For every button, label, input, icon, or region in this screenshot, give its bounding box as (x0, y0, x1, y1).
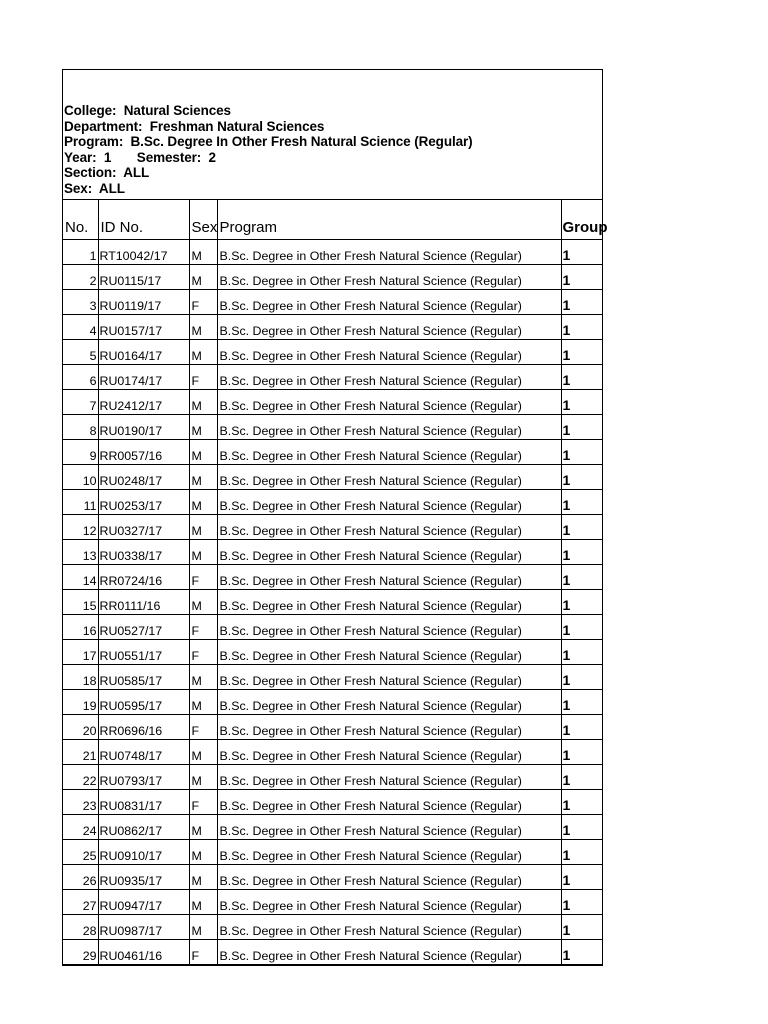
table-row (63, 790, 603, 815)
cell-id: RU0338/17 (98, 540, 189, 565)
cell-sex: M (189, 915, 217, 940)
cell-program: B.Sc. Degree in Other Fresh Natural Science (Regular) (217, 665, 561, 690)
cell-program: B.Sc. Degree in Other Fresh Natural Science (Regular) (217, 515, 561, 540)
cell-program: B.Sc. Degree in Other Fresh Natural Science (Regular) (217, 290, 561, 315)
cell-sex: M (189, 490, 217, 515)
cell-program: B.Sc. Degree in Other Fresh Natural Science (Regular) (217, 740, 561, 765)
cell-group: 1 (561, 715, 603, 740)
cell-group: 1 (561, 290, 603, 315)
table-row (63, 365, 603, 390)
table-row (63, 290, 603, 315)
year-semester-line: Year: 1 Semester: 2 (64, 149, 216, 165)
cell-program: B.Sc. Degree in Other Fresh Natural Science (Regular) (217, 865, 561, 890)
cell-id: RU0253/17 (98, 490, 189, 515)
cell-program: B.Sc. Degree in Other Fresh Natural Science (Regular) (217, 615, 561, 640)
cell-sex: M (189, 540, 217, 565)
cell-no: 8 (63, 415, 98, 440)
cell-program: B.Sc. Degree in Other Fresh Natural Science (Regular) (217, 940, 561, 965)
program-line: Program: B.Sc. Degree In Other Fresh Natural Science (Regular) (64, 134, 473, 150)
cell-sex: M (189, 240, 217, 265)
cell-no: 16 (63, 615, 98, 640)
cell-group: 1 (561, 740, 603, 765)
cell-no: 23 (63, 790, 98, 815)
cell-no: 12 (63, 515, 98, 540)
cell-id: RU0987/17 (98, 915, 189, 940)
cell-program: B.Sc. Degree in Other Fresh Natural Science (Regular) (217, 315, 561, 340)
cell-no: 19 (63, 690, 98, 715)
cell-id: RU0327/17 (98, 515, 189, 540)
cell-no: 26 (63, 865, 98, 890)
table-row (63, 465, 603, 490)
cell-id: RU0527/17 (98, 615, 189, 640)
cell-program: B.Sc. Degree in Other Fresh Natural Science (Regular) (217, 465, 561, 490)
table-row (63, 565, 603, 590)
cell-no: 5 (63, 340, 98, 365)
student-list-sheet (62, 69, 608, 966)
cell-sex: M (189, 665, 217, 690)
cell-id: RU0174/17 (98, 365, 189, 390)
cell-sex: F (189, 365, 217, 390)
table-row (63, 815, 603, 840)
cell-id: RR0724/16 (98, 565, 189, 590)
cell-no: 10 (63, 465, 98, 490)
cell-id: RU0947/17 (98, 890, 189, 915)
cell-no: 20 (63, 715, 98, 740)
table-row (63, 740, 603, 765)
cell-sex: M (189, 415, 217, 440)
cell-group: 1 (561, 540, 603, 565)
cell-group: 1 (561, 265, 603, 290)
cell-sex: M (189, 515, 217, 540)
cell-program: B.Sc. Degree in Other Fresh Natural Science (Regular) (217, 690, 561, 715)
cell-program: B.Sc. Degree in Other Fresh Natural Science (Regular) (217, 890, 561, 915)
cell-no: 14 (63, 565, 98, 590)
table-row (63, 515, 603, 540)
cell-id: RR0057/16 (98, 440, 189, 465)
cell-program: B.Sc. Degree in Other Fresh Natural Science (Regular) (217, 715, 561, 740)
header-lines (64, 103, 473, 197)
cell-sex: M (189, 840, 217, 865)
table-row (63, 715, 603, 740)
column-header-program: Program (217, 200, 561, 240)
cell-no: 11 (63, 490, 98, 515)
table-row (63, 240, 603, 265)
cell-no: 1 (63, 240, 98, 265)
cell-id: RU0862/17 (98, 815, 189, 840)
cell-sex: M (189, 390, 217, 415)
cell-group: 1 (561, 490, 603, 515)
table-row (63, 340, 603, 365)
cell-sex: M (189, 865, 217, 890)
cell-program: B.Sc. Degree in Other Fresh Natural Science (Regular) (217, 915, 561, 940)
cell-no: 25 (63, 840, 98, 865)
cell-group: 1 (561, 940, 603, 965)
cell-no: 6 (63, 365, 98, 390)
table-row (63, 690, 603, 715)
cell-group: 1 (561, 390, 603, 415)
cell-group: 1 (561, 790, 603, 815)
cell-no: 22 (63, 765, 98, 790)
table-header-row (63, 200, 603, 240)
cell-group: 1 (561, 590, 603, 615)
cell-sex: M (189, 590, 217, 615)
cell-id: RU2412/17 (98, 390, 189, 415)
cell-group: 1 (561, 640, 603, 665)
college-line: College: Natural Sciences (64, 103, 231, 118)
table-row (63, 415, 603, 440)
cell-id: RU0551/17 (98, 640, 189, 665)
cell-id: RU0748/17 (98, 740, 189, 765)
cell-sex: M (189, 890, 217, 915)
table-row (63, 665, 603, 690)
cell-program: B.Sc. Degree in Other Fresh Natural Science (Regular) (217, 365, 561, 390)
department-line: Department: Freshman Natural Sciences (64, 118, 325, 134)
cell-sex: F (189, 565, 217, 590)
table-row (63, 440, 603, 465)
cell-id: RU0157/17 (98, 315, 189, 340)
cell-id: RU0793/17 (98, 765, 189, 790)
cell-group: 1 (561, 315, 603, 340)
section-line: Section: ALL (64, 165, 150, 181)
cell-id: RU0935/17 (98, 865, 189, 890)
cell-group: 1 (561, 815, 603, 840)
cell-no: 9 (63, 440, 98, 465)
cell-program: B.Sc. Degree in Other Fresh Natural Science (Regular) (217, 640, 561, 665)
cell-group: 1 (561, 340, 603, 365)
cell-sex: F (189, 790, 217, 815)
cell-group: 1 (561, 615, 603, 640)
cell-group: 1 (561, 415, 603, 440)
cell-group: 1 (561, 765, 603, 790)
cell-id: RU0248/17 (98, 465, 189, 490)
cell-sex: M (189, 465, 217, 490)
table-row (63, 890, 603, 915)
cell-no: 2 (63, 265, 98, 290)
cell-sex: M (189, 815, 217, 840)
table-row (63, 915, 603, 940)
cell-sex: F (189, 940, 217, 965)
cell-no: 13 (63, 540, 98, 565)
cell-group: 1 (561, 365, 603, 390)
cell-program: B.Sc. Degree in Other Fresh Natural Science (Regular) (217, 840, 561, 865)
cell-no: 17 (63, 640, 98, 665)
column-header-group: Group (561, 200, 603, 240)
cell-sex: M (189, 315, 217, 340)
table-row (63, 865, 603, 890)
cell-group: 1 (561, 515, 603, 540)
cell-no: 4 (63, 315, 98, 340)
table-row (63, 765, 603, 790)
table-row (63, 615, 603, 640)
cell-program: B.Sc. Degree in Other Fresh Natural Science (Regular) (217, 265, 561, 290)
cell-group: 1 (561, 240, 603, 265)
student-table-body (63, 200, 608, 965)
table-row (63, 590, 603, 615)
cell-id: RT10042/17 (98, 240, 189, 265)
cell-sex: F (189, 290, 217, 315)
cell-group: 1 (561, 890, 603, 915)
cell-group: 1 (561, 440, 603, 465)
cell-id: RU0461/16 (98, 940, 189, 965)
cell-program: B.Sc. Degree in Other Fresh Natural Science (Regular) (217, 815, 561, 840)
cell-sex: M (189, 765, 217, 790)
table-row (63, 315, 603, 340)
cell-sex: M (189, 440, 217, 465)
cell-program: B.Sc. Degree in Other Fresh Natural Science (Regular) (217, 765, 561, 790)
table-row (63, 265, 603, 290)
cell-program: B.Sc. Degree in Other Fresh Natural Science (Regular) (217, 240, 561, 265)
cell-program: B.Sc. Degree in Other Fresh Natural Science (Regular) (217, 340, 561, 365)
table-row (63, 390, 603, 415)
cell-id: RU0910/17 (98, 840, 189, 865)
cell-id: RU0831/17 (98, 790, 189, 815)
cell-program: B.Sc. Degree in Other Fresh Natural Science (Regular) (217, 490, 561, 515)
cell-no: 15 (63, 590, 98, 615)
cell-program: B.Sc. Degree in Other Fresh Natural Science (Regular) (217, 540, 561, 565)
cell-sex: F (189, 715, 217, 740)
column-header-no: No. (63, 200, 98, 240)
cell-group: 1 (561, 690, 603, 715)
cell-id: RU0119/17 (98, 290, 189, 315)
cell-program: B.Sc. Degree in Other Fresh Natural Science (Regular) (217, 440, 561, 465)
cell-no: 29 (63, 940, 98, 965)
cell-program: B.Sc. Degree in Other Fresh Natural Science (Regular) (217, 390, 561, 415)
cell-id: RR0696/16 (98, 715, 189, 740)
column-header-sex: Sex (189, 200, 217, 240)
column-header-id: ID No. (98, 200, 189, 240)
table-row (63, 840, 603, 865)
cell-no: 18 (63, 665, 98, 690)
cell-sex: M (189, 740, 217, 765)
cell-group: 1 (561, 565, 603, 590)
cell-id: RR0111/16 (98, 590, 189, 615)
table-row (63, 940, 603, 965)
cell-group: 1 (561, 665, 603, 690)
cell-group: 1 (561, 840, 603, 865)
cell-program: B.Sc. Degree in Other Fresh Natural Science (Regular) (217, 790, 561, 815)
cell-program: B.Sc. Degree in Other Fresh Natural Science (Regular) (217, 590, 561, 615)
cell-group: 1 (561, 865, 603, 890)
cell-no: 7 (63, 390, 98, 415)
cell-no: 27 (63, 890, 98, 915)
cell-no: 24 (63, 815, 98, 840)
cell-sex: M (189, 265, 217, 290)
cell-no: 3 (63, 290, 98, 315)
table-row (63, 540, 603, 565)
sex-line: Sex: ALL (64, 180, 125, 196)
table-row (63, 640, 603, 665)
cell-sex: F (189, 640, 217, 665)
cell-id: RU0164/17 (98, 340, 189, 365)
cell-sex: M (189, 690, 217, 715)
cell-group: 1 (561, 915, 603, 940)
cell-id: RU0190/17 (98, 415, 189, 440)
cell-id: RU0585/17 (98, 665, 189, 690)
cell-id: RU0115/17 (98, 265, 189, 290)
cell-group: 1 (561, 465, 603, 490)
table-row (63, 490, 603, 515)
report-header (63, 70, 602, 200)
cell-sex: M (189, 340, 217, 365)
cell-sex: F (189, 615, 217, 640)
cell-program: B.Sc. Degree in Other Fresh Natural Science (Regular) (217, 415, 561, 440)
cell-no: 28 (63, 915, 98, 940)
cell-id: RU0595/17 (98, 690, 189, 715)
cell-no: 21 (63, 740, 98, 765)
cell-program: B.Sc. Degree in Other Fresh Natural Science (Regular) (217, 565, 561, 590)
student-table (63, 200, 608, 965)
